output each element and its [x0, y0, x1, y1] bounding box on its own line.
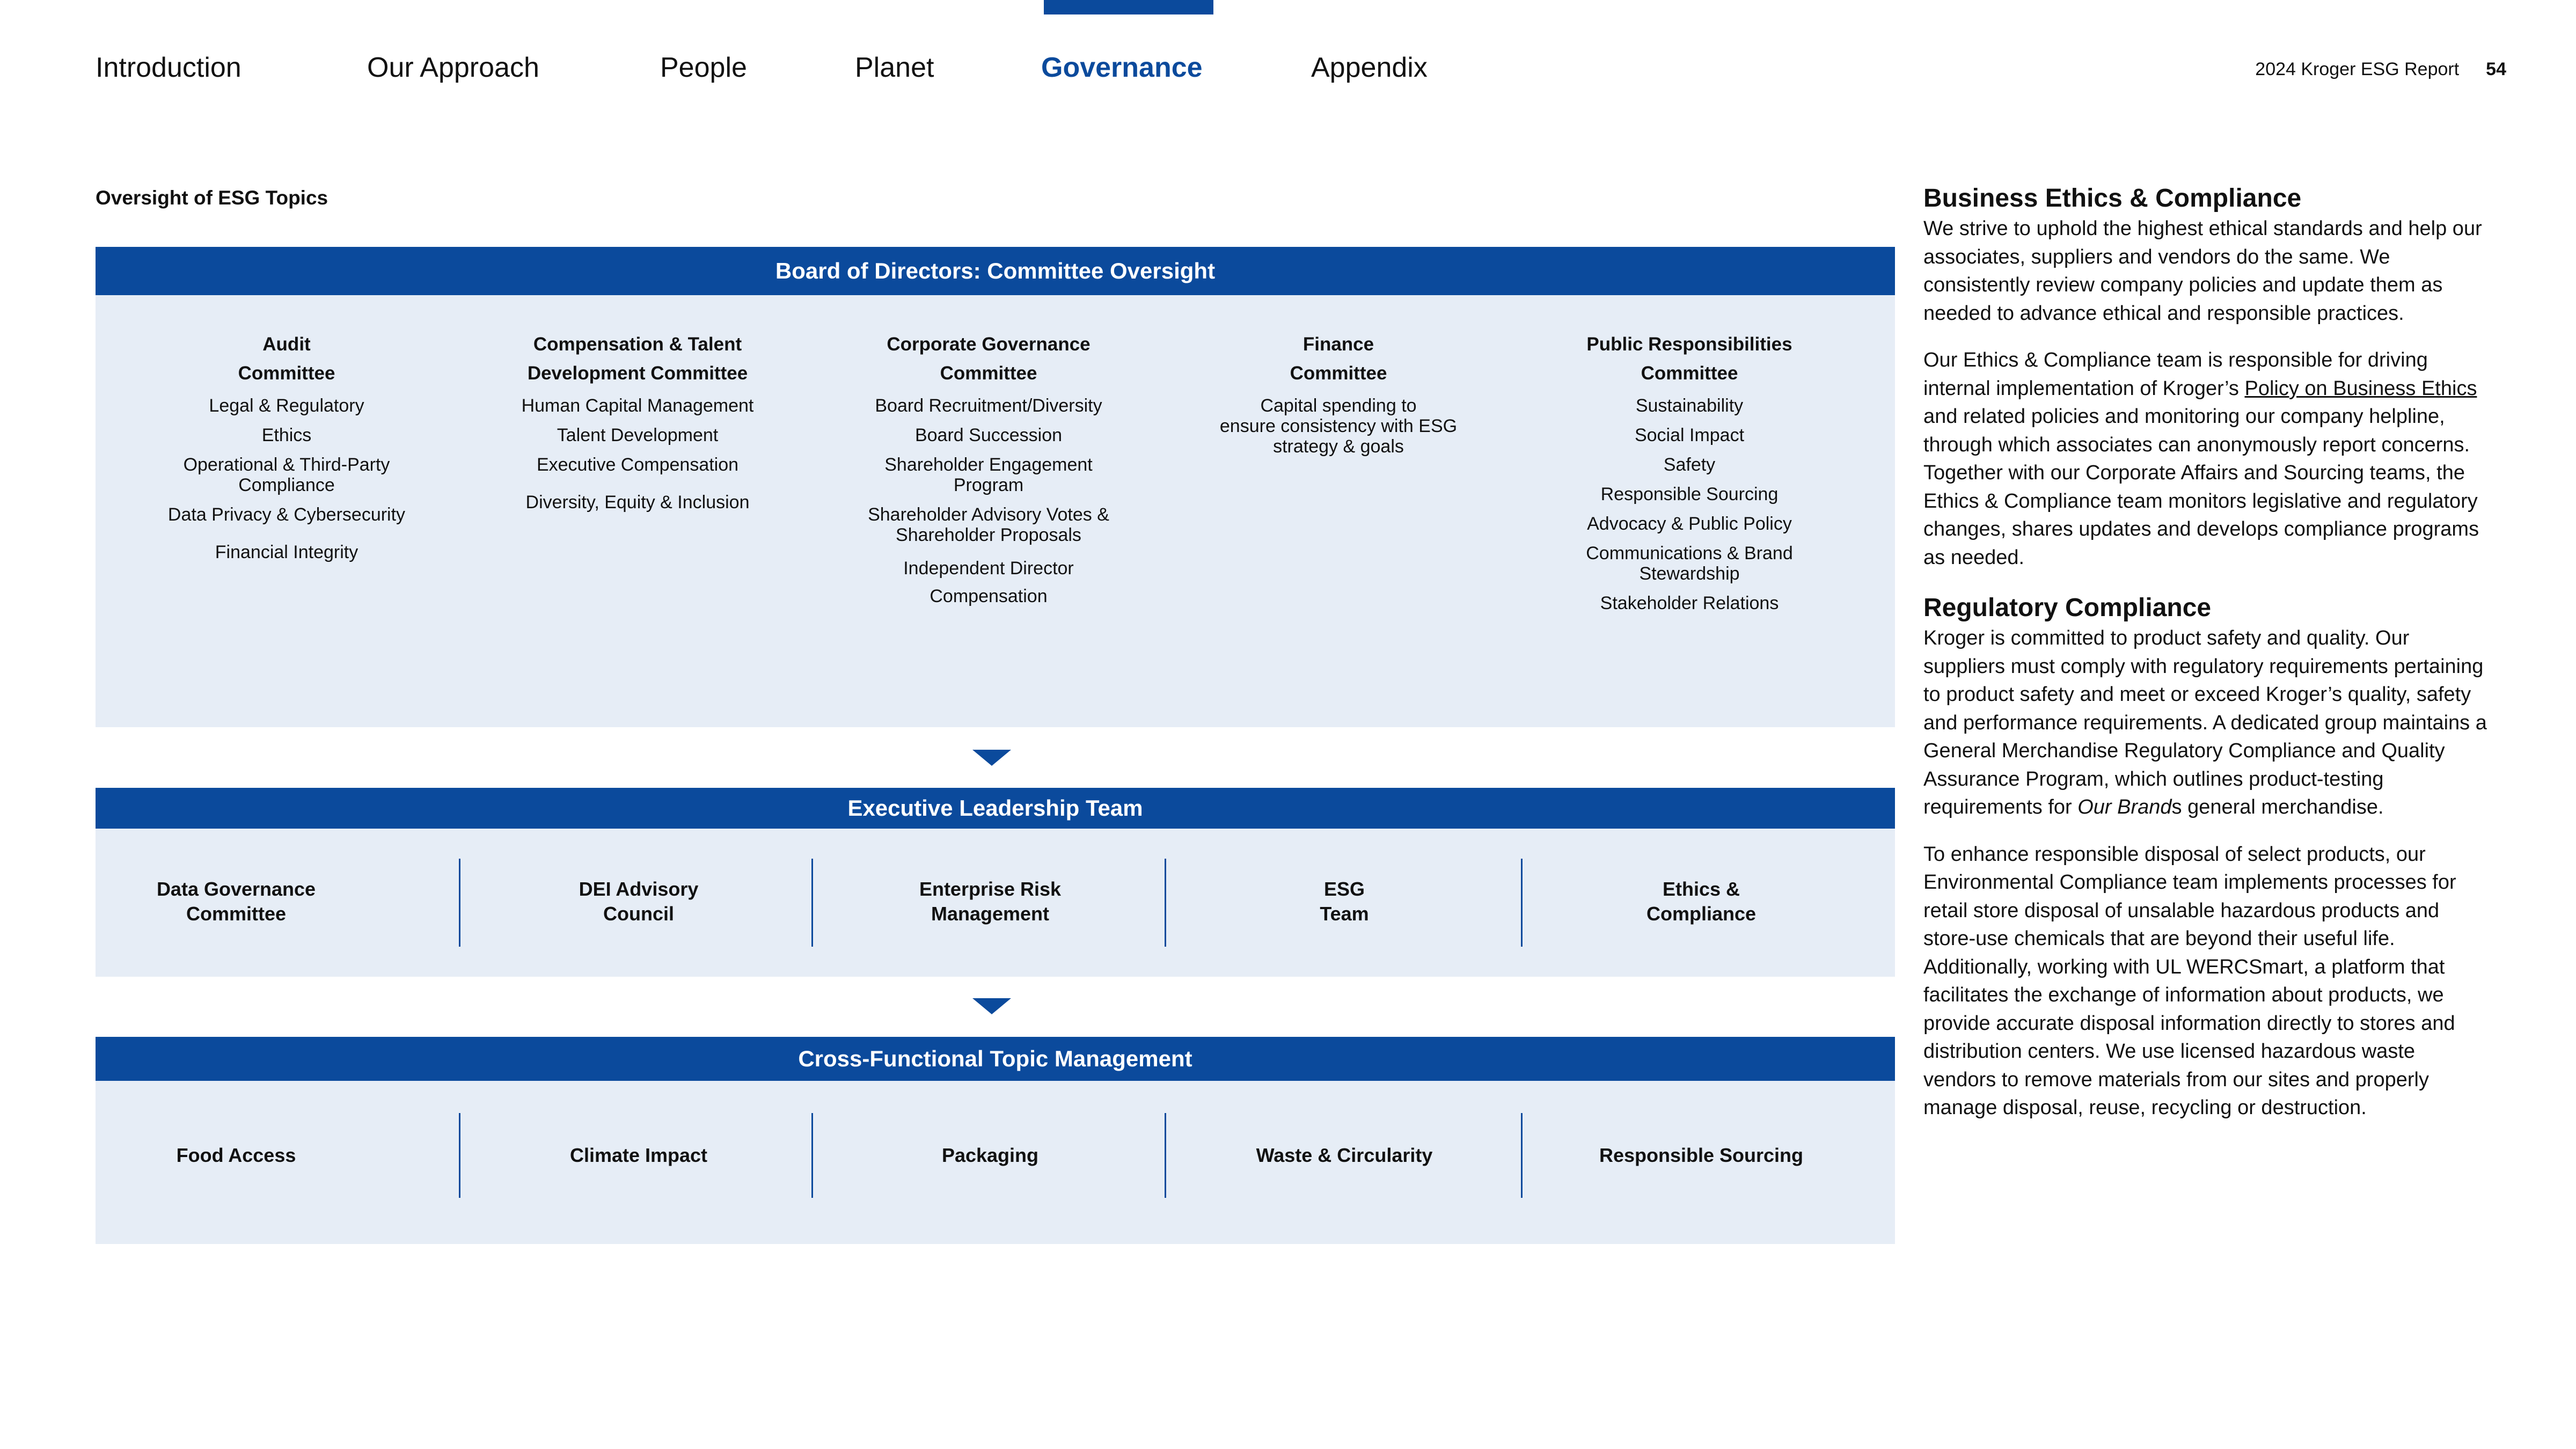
column-divider — [1521, 859, 1523, 947]
committee-item: Capital spending to ensure consistency with ESG strategy & goals — [1219, 396, 1458, 457]
regulatory-text-before: Kroger is committed to product safety and quality. Our suppliers must comply with regulatory requirements pertaining to product safety and meet or exceed Kroger’s quality, safety and performance requirements. A dedicated group maintains a General Merchandise Regulatory Compliance and Quality Assurance Program, which outlines product-testing requirements for — [1923, 627, 2487, 818]
committee-item: Shareholder Advisory Votes & Shareholder Proposals — [868, 504, 1109, 545]
column-divider — [459, 1113, 460, 1198]
nav-tab-governance[interactable]: Governance — [1041, 52, 1203, 83]
ethics-paragraph-2 — [1923, 346, 2487, 572]
committee-compensation — [487, 330, 788, 522]
committee-item: Sustainability — [1635, 396, 1744, 416]
report-header — [2255, 59, 2506, 80]
committee-name: Compensation & Talent Development Committee — [527, 334, 748, 384]
committee-finance — [1188, 330, 1489, 466]
ethics-text-before: Our Ethics & Compliance team is responsible for driving internal implementation of Kroger’s — [1923, 349, 2428, 400]
nav-tab-introduction[interactable]: Introduction — [96, 52, 241, 83]
committee-name: Corporate Governance Committee — [887, 334, 1091, 384]
committee-item: Independent Director Compensation — [903, 558, 1074, 606]
board-header: Board of Directors: Committee Oversight — [96, 247, 1895, 295]
committee-item: Board Recruitment/Diversity — [875, 396, 1102, 416]
exec-item-data-governance: Data Governance Committee — [156, 878, 316, 925]
topic-item-responsible-sourcing: Responsible Sourcing — [1599, 1144, 1804, 1166]
committee-item: Communications & Brand Stewardship — [1586, 543, 1793, 584]
crossfunctional-header: Cross-Functional Topic Management — [96, 1037, 1895, 1081]
exec-item-dei-advisory: DEI Advisory Council — [579, 878, 699, 925]
right-column-text — [1923, 182, 2487, 1141]
page-number: 54 — [2486, 59, 2506, 79]
topic-item-waste-circularity: Waste & Circularity — [1256, 1144, 1433, 1166]
committee-item: Talent Development — [557, 425, 719, 445]
committee-audit — [136, 330, 437, 572]
nav-tab-planet[interactable]: Planet — [855, 52, 934, 83]
topic-item-packaging: Packaging — [941, 1144, 1039, 1166]
committee-name: Audit Committee — [238, 334, 335, 384]
committee-item: Advocacy & Public Policy — [1587, 514, 1792, 534]
regulatory-heading: Regulatory Compliance — [1923, 594, 2212, 622]
committee-item: Data Privacy & Cybersecurity — [167, 504, 406, 525]
committee-item: Shareholder Engagement Program — [884, 455, 1093, 495]
committee-item: Ethics — [261, 425, 312, 445]
regulatory-text-after: s general merchandise. — [2171, 796, 2384, 818]
column-divider — [1521, 1113, 1523, 1198]
top-navigation — [0, 0, 2576, 107]
executive-header: Executive Leadership Team — [96, 788, 1895, 829]
column-divider — [1165, 859, 1166, 947]
regulatory-paragraph-2: To enhance responsible disposal of select products, our Environmental Compliance team implements processes for retail store disposal of unsalable hazardous products and store-use chemicals that are beyond their useful life. Additionally, working with UL WERCSmart, a platform that facilitates the exchange of information about products, we provide accurate disposal information directly to stores and distribution centers. We use licensed hazardous waste vendors to remove materials from our sites and properly manage disposal, reuse, recycling or destruction. — [1923, 843, 2456, 1119]
ethics-heading: Business Ethics & Compliance — [1923, 184, 2302, 213]
report-title: 2024 Kroger ESG Report — [2255, 59, 2460, 79]
column-divider — [811, 1113, 813, 1198]
nav-tab-people[interactable]: People — [660, 52, 747, 83]
diagram-title: Oversight of ESG Topics — [96, 187, 328, 209]
committee-item: Executive Compensation — [536, 455, 739, 475]
committee-item: Stakeholder Relations — [1600, 593, 1779, 613]
topic-item-food-access: Food Access — [176, 1144, 296, 1166]
exec-item-enterprise-risk: Enterprise Risk Management — [919, 878, 1062, 925]
committee-item: Diversity, Equity & Inclusion — [525, 492, 750, 513]
committee-item: Safety — [1663, 455, 1716, 475]
ethics-text-after: and related policies and monitoring our company helpline, through which associates can anonymously report concerns. Together with our Corporate Affairs and Sourcing teams, the Ethics & Compliance team monitors legislative and regulatory changes, shares updates and develops compliance programs as needed. — [1923, 405, 2479, 569]
committee-item: Operational & Third-Party Compliance — [183, 455, 390, 495]
committee-item: Board Succession — [914, 425, 1063, 445]
our-brand-text: Our Brand — [2077, 796, 2172, 818]
flow-arrow-down-icon — [972, 998, 1011, 1014]
committee-name: Finance Committee — [1290, 334, 1387, 384]
topic-item-climate-impact: Climate Impact — [569, 1144, 708, 1166]
committee-name: Public Responsibilities Committee — [1586, 334, 1792, 384]
nav-tab-our-approach[interactable]: Our Approach — [367, 52, 539, 83]
column-divider — [459, 859, 460, 947]
committee-item: Human Capital Management — [521, 396, 754, 416]
committee-item: Responsible Sourcing — [1600, 484, 1779, 504]
exec-item-ethics-compliance: Ethics & Compliance — [1646, 878, 1757, 925]
policy-business-ethics-link[interactable]: Policy on Business Ethics — [2244, 377, 2477, 400]
column-divider — [811, 859, 813, 947]
committee-item: Legal & Regulatory — [209, 396, 364, 416]
active-tab-indicator — [1044, 0, 1213, 14]
exec-item-esg-team: ESG Team — [1320, 878, 1369, 925]
committee-corporate-governance — [838, 330, 1139, 619]
committee-item: Financial Integrity — [215, 542, 358, 562]
regulatory-paragraph-1 — [1923, 624, 2487, 822]
nav-tab-appendix[interactable]: Appendix — [1311, 52, 1428, 83]
committee-public-responsibilities — [1539, 330, 1840, 623]
committee-item: Social Impact — [1634, 425, 1745, 445]
ethics-paragraph-1: We strive to uphold the highest ethical standards and help our associates, suppliers and vendors do the same. We consistently review company policies and update them as needed to advance ethical and responsible practices. — [1923, 217, 2482, 325]
column-divider — [1165, 1113, 1166, 1198]
flow-arrow-down-icon — [972, 750, 1011, 766]
